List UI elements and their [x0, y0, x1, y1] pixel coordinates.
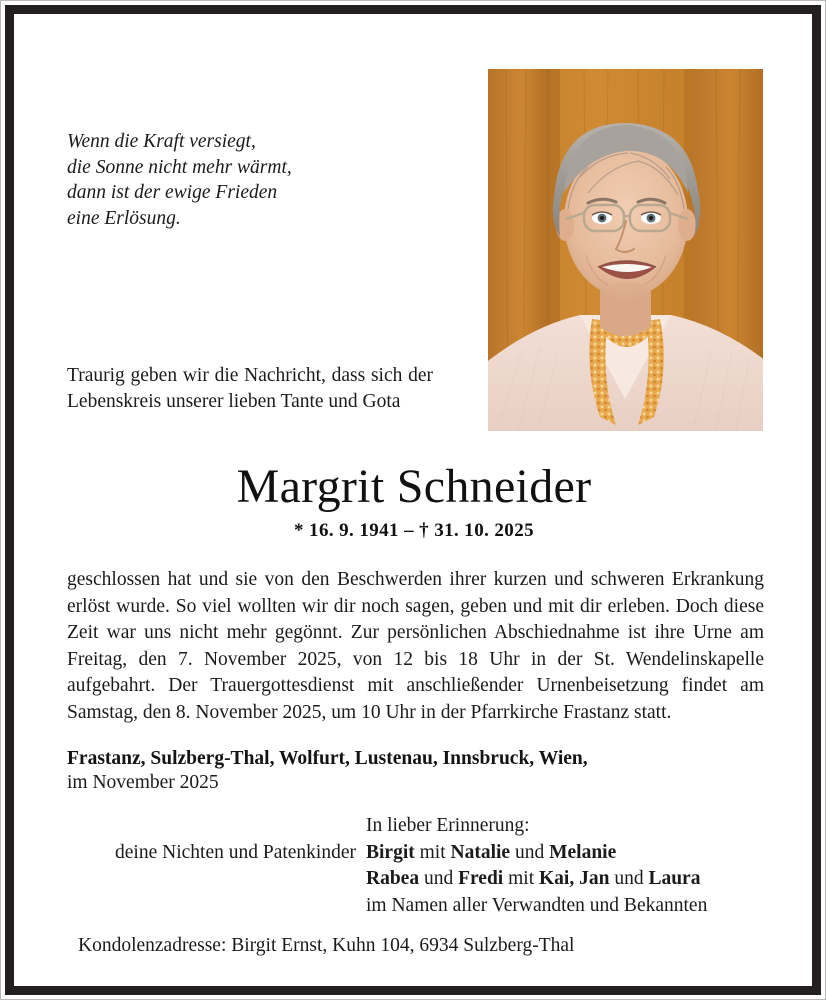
deceased-name: Margrit Schneider: [236, 460, 592, 513]
mourner-name-birgit: Birgit: [366, 841, 415, 863]
poem-line-2: die Sonne nicht mehr wärmt,: [67, 156, 292, 178]
obituary-body-text: geschlossen hat und sie von den Beschwerden ihrer kurzen und schweren Erkrankung erlöst wurde. So viel wollten wir dir noch sagen, geben und mit dir erleben. Doch diese Zeit war uns nicht mehr gegönnt. Zur persönlichen Abschiednahme ist ihre Urne am Freitag, den 7. November 2025, von 12 bis 18 Uhr in der St. Wendelinskapelle aufgebahrt. Der Trauergottesdienst mit anschließender Urnenbeisetzung findet am Samstag, den 8. November 2025, um 10 Uhr in der Pfarrkirche Frastanz statt.: [67, 569, 764, 723]
deceased-dates: * 16. 9. 1941 – † 31. 10. 2025: [294, 520, 534, 541]
places-line: Frastanz, Sulzberg-Thal, Wolfurt, Lustenau, Innsbruck, Wien,: [67, 748, 588, 769]
mourner-name-rabea: Rabea: [366, 868, 420, 889]
mourner-name-melanie: Melanie: [549, 841, 617, 863]
mourners-heading-row: [67, 813, 767, 840]
mourner-conj-5: und: [609, 868, 649, 889]
mourners-closing-line: im Namen aller Verwandten und Bekannten: [366, 894, 708, 916]
poem-verse: [67, 129, 397, 231]
mourners-relation-row: [67, 840, 767, 867]
condolence-address: Kondolenzadresse: Birgit Ernst, Kuhn 104, 6934 Sulzberg-Thal: [78, 935, 575, 956]
mourners-block: [67, 813, 767, 919]
mourner-conj-1: mit: [414, 841, 451, 863]
mourner-name-natalie: Natalie: [450, 841, 511, 863]
intro-paragraph: Traurig geben wir die Nachricht, dass sich der Lebenskreis unserer lieben Tante und Gota: [67, 365, 433, 412]
mourners-heading: In lieber Erinnerung:: [366, 815, 530, 836]
mourners-closing-row: [67, 893, 767, 920]
mourner-conj-4: mit: [503, 868, 539, 889]
mourner-name-kai-jan: Kai, Jan: [539, 868, 610, 889]
mourners-names-line-2: [366, 866, 767, 893]
mourner-conj-2: und: [510, 841, 550, 863]
mourner-name-fredi: Fredi: [458, 868, 504, 889]
poem-line-4: eine Erlösung.: [67, 207, 181, 229]
places-date-line: im November 2025: [67, 772, 219, 793]
poem-line-3: dann ist der ewige Frieden: [67, 182, 278, 203]
mourner-name-laura: Laura: [648, 868, 701, 889]
mourners-names-line-1: [366, 840, 767, 867]
mourners-relation-label: deine Nichten und Patenkinder: [115, 841, 356, 863]
poem-line-1: Wenn die Kraft versiegt,: [67, 131, 256, 152]
mourners-names-row-2: [67, 866, 767, 893]
obituary-content: [1, 1, 826, 1001]
mourner-conj-3: und: [419, 868, 459, 889]
portrait-photo: [488, 69, 763, 431]
